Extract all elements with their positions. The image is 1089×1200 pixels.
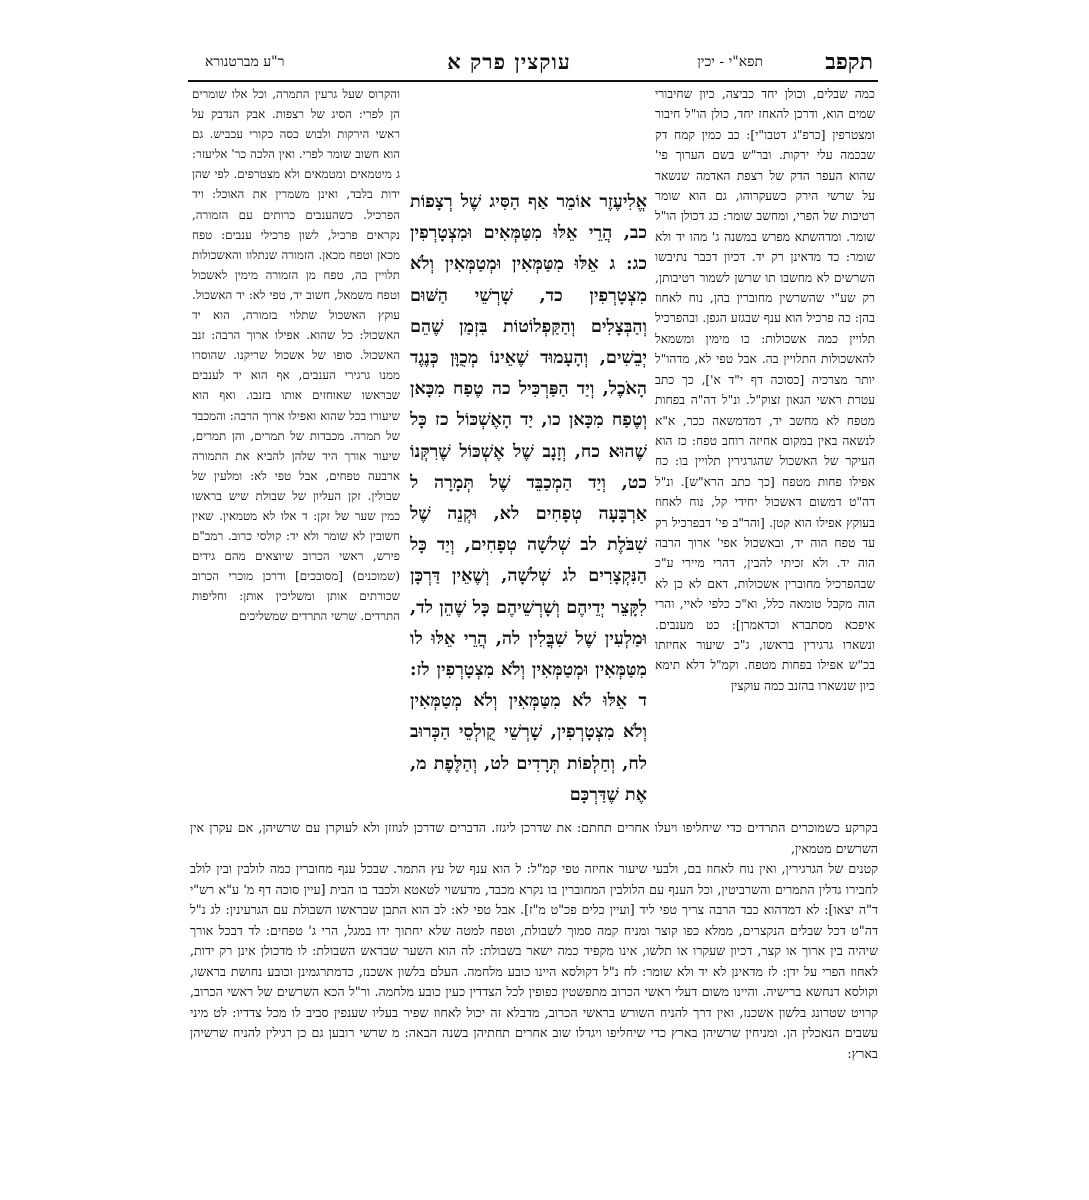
bottom-left-continuation: בקרקע כשמוכרים התרדים כדי שיחליפו ויעלו אחרים תחתם: את שדרכן ליגזז. הדברים שדרכן לגוזזן ולא לעוקרן עם שרשיהן, אם עקרן אין השרשים מטמאין, [190, 820, 878, 856]
tiferet-label: תפא"י - יכין [697, 53, 763, 70]
tiferet-commentary-column [655, 84, 875, 818]
bartenura-commentary-column [192, 84, 400, 812]
mishnah-text: אֱלִיעֶזֶר אוֹמֵר אַף הַסִּיג שֶׁל רְצָפוֹת כב, הֲרֵי אֵלּוּ מִטַּמְּאִים וּמִצְטָרְפִין כג: ג אֵלּוּ מִטַּמְּאִין וּמְטַמְּאִין וְלֹא מִצְטָרְפִין כד, שָׁרְשֵׁי הַשּׁוּם וְהַבְּצָלִים וְהַקַּפְלוֹטוֹת בִּזְמַן שֶׁהֵם יְבֵשִׁים, וְהָעָמוּד שֶׁאֵינוֹ מְכֻוָּן כְּנֶגֶד הָאֹכֶל, וְיַד הַפַּרְכִּיל כה טֶפַח מִכָּאן וְטֶפַח מִכָּאן כו, יַד הָאֶשְׁכּוֹל כז כָּל שֶׁהוּא כח, וְזָנָב שֶׁל אֶשְׁכּוֹל שֶׁרִקְּנוֹ כט, וְיַד הַמְכַבֵּד שֶׁל תְּמָרָה ל אַרְבָּעָה טְפָחִים לא, וּקְנֵה שֶׁל שִׁבֹּלֶת לב שְׁלשָׁה טְפָחִים, וְיַד כָּל הַנִּקְצָרִים לג שְׁלשָׁה, וְשֶׁאֵין דַּרְכָּן לִקָּצֵר יְדֵיהֶם וְשָׁרְשֵׁיהֶם כָּל שֶׁהֵן לד, וּמַלְעִין שֶׁל שִׁבֳּלִין לה, הֲרֵי אֵלּוּ לו מִטַּמְּאִין וּמְטַמְּאִין וְלֹא מִצְטָרְפִין לז: ד אֵלּוּ לֹא מִטַּמְּאִין וְלֹא מְטַמְּאִין וְלֹא מִצְטָרְפִין, שָׁרְשֵׁי קֻולְסֵי הַכְּרוּב לח, וְחַלְפוֹת תְּרָדִים לט, וְהַלֶּפֶת מ, אֶת שֶׁדַּרְכָּם [410, 191, 647, 805]
tiferet-commentary-text: כמה שבלים, וכולן יחד כביצה, כיון שחיבורי שמים הוא, ודרכן להאחז יחד, כולן הו"ל חיבור ומצטרפין [כרפ"ג דטבו"י]: כב כמין קמח דק שבכמה עלי ירקות. ובר"ש בשם הערוך פי' שהוא העפר הדק של רצפת האדמה שנשאר על שרשי הירק כשעקרוהו, גם הוא שומר רטיבות של הפרי, ומחשב שומר: כג דכולן הו"ל שומר. ומדהשתא מפרש במשנה ג' מהו יד ולא שומר: כד מדאינן רק יד. דכיון דכבר נתיבשו השרשים לא מחשבו תו שרשן לשמור רטיבותן, רק שע"י שהשרשין מחוברין בהן, נוח לאחוז בהן: כה פרכיל הוא ענף שבגזע הגפן. ובהפרכיל תלויין כמה אשכולות: כו מימין ומשמאל להאשכולות התלויין בה. אבל טפי לא, מדהו"ל יותר מצרכיה [כסוכה דף י"ד א'], כך כתב עטרת ראשי הגאון זצוק"ל. ונ"ל דה"ה בפחות מטפח לא מחשב יד, דמדמשאה ככר, א"א לנשאה באין במקום אחיזה רוחב טפח: כז הוא העיקר של האשכול שהגרגירין תלויין בו: כח אפילו פחות מטפח [כך כתב הרא"ש]. ונ"ל דה"ט דמשום דאשכול יחידי קל, נוח לאחוז בעוקץ אפילו הוא קטן. [והר"ב פי' דבפרכיל רק עד טפח הוה יד, ובאשכול אפי' ארוך הרבה הוה יד. ולא זכיתי להבין, דהרי מיירי ע"כ שבהפרכיל מחוברין אשכולות, דאם לא כן לא הוה מקבל טומאה כלל, וא"כ כלפי לאיי, והרי איפכא מסתברא וכדאמרן]: כט מענבים. ונשארו גרגירין בראשו, ג"כ שיעור אחיזתו בכ"ש אפילו בפחות מטפח. וקמ"ל דלא תימא כיון שנשארו בהזנב כמה עוקצין [655, 87, 875, 693]
bartenura-label: ר"ע מברטנורא [205, 53, 285, 70]
bottom-commentary-text: קטנים של הגרגירין, ואין נוח לאחוז בם, ולבעי שיעור אחיזה טפי קמ"ל: ל הוא ענף של עץ התמר. שבכל ענף מחוברין כמה לולבין ובין לולב לחבירו גדלין התמרים והשרביטין, וכל הענף עם הלולבין המחוברין בו נקרא מכבד, מדעשוי לטאטא ולכבד בו הבית [עיין סוכה דף מ' ע"א רש"י ד"ה יצאו]: לא דמדהוא כבד הרבה צריך טפי ליד [ועיין כלים פכ"ט מ"ז]. אבל טפי לא: לב הוא התבן שבראשו השבולת עם הגרעינין: לג נ"ל דה"ט דכל שבלים הנקצרים, ממלא כפו קוצר ומניח קמה סמוך לשבולת, וטפח למטה שלא יחתוך ידו במגל, הרי ג' טפחים: לד דבכל אורך שיהיה בין ארוך או קצר, דכיון שעקרו או תלשו, אינו מקפיד כמה ישאר בשבולת: לה הוא השער שבראש השבולת: לו מדכולן אינן רק ידות, לאחוז הפרי על ידן: לז מדאינן לא יד ולא שומר: לח נ"ל דקולסא היינו כובע מלחמה. העלם בלשון אשכנז, כדמתרגמינן וכובע נחושת בראשו, וקולסא דנחשא ברישיה. והיינו משום דעלי ראשי הכרוב מתפשטין כפופין לכל הצדדין כעין כובע מלחמה. ור"ל הכא השרשים של ראשי הכרוב, קרויט שטרונג בלשון אשכנז, ואין דרך להניח השורש בראשי הכרוב, מדבלא זה יכול לאחוז שפיר בעליו שענפין סביב לו מכל צדדיו: לט מיני עשבים הנאכלין הן. ומניחין שרשיהן בארץ כדי שיחליפו ויגדלו שוב אחרים תחתיהן בשנה הבאה: מ שרשי רובען גם כן רגילין להניח שרשיהן בארץ: [190, 861, 878, 1061]
header-rule [188, 80, 878, 82]
page-header [205, 44, 873, 80]
chapter-title: עוקצין פרק א [447, 49, 571, 74]
bartenura-commentary-text: והקרוס שעל גרעין התמרה, וכל אלו שומרים הן לפרי: הסיג של רצפות. אבק הנדבק על ראשי הירקות ולבוש כסה כקורי עכביש. גם הוא חשוב שומר לפרי. ואין הלכה כר' אליעזר: ג מיטמאים ומטמאים ולא מצטרפים. לפי שהן ידות בלבד, ואינן משמרין את האוכל: ויד הפרכיל. כשהענבים כרותים עם הזמורה, נקראים פרכיל, לשון פרכילי ענבים: טפח מכאן וטפח מכאן. הזמורה שנתלוו והאשכולות תלויין בה, טפח מן הזמורה מימין לאשכול וטפח משמאל, חשוב יד, טפי לא: יד האשכול. עוקץ האשכול שתלוי בזמורה, הוא יד האשכול: כל שהוא. אפילו ארוך הרבה: זנב האשכול. סופו של אשכול שריקנו. שהוסרו ממנו גרגירי הענבים, אף הוא יד לענבים שבראשו שאוחזים אותו בזנבו. ואף הוא שיעורו בכל שהוא ואפילו ארוך הרבה: והמכבד של תמרה. מכבדות של תמרים, והן תמרים, שיעור אורך היד שלהן להביא את התמורה ארבעה טפחים, אבל טפי לא: ומלעין של שבולין. זקן העליון של שבולת שיש בראשו כמין שער של זקן: ד אלו לא מטמאין. שאין חשובין לא שומר ולא יד: קולסי כרוב. רמב"ם פירש, ראשי הכרוב שיוצאים מהם גידים (שמוכנים) [מסובכים] ודרכן מוכרי הכרוב שכורתים אותן ומשליכין אותן: וחליפות התרדים. שרשי התרדים שמשליכים [192, 87, 400, 624]
mishnah-text-column [410, 186, 647, 813]
bottom-commentary [190, 818, 878, 1148]
page-number: תקפב [825, 49, 873, 75]
